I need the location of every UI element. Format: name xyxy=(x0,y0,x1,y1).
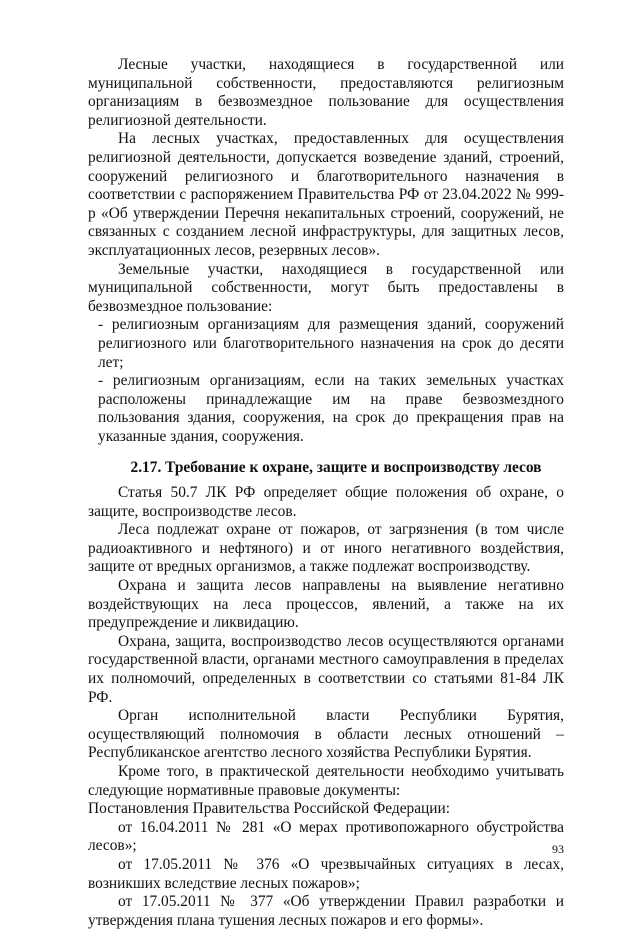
decree-item: от 16.04.2011 № 281 «О мерах противопожарного обустройства лесов»; xyxy=(88,818,564,855)
paragraph-protection-aims: Охрана и защита лесов направлены на выявление негативно воздействующих на леса процессов, явлений, а также на их предупреждение и ликвидацию. xyxy=(88,577,564,632)
decree-item: от 17.05.2011 № 377 «Об утверждении Правил разработки и утверждения плана тушения лесных пожаров и его формы». xyxy=(88,893,564,929)
paragraph-buryatia-agency: Орган исполнительной власти Республики Бурятия, осуществляющий полномочия в области лесных отношений – Республиканское агентство лесного хозяйства Республики Бурятия. xyxy=(88,707,564,762)
decrees-title: Постановления Правительства Российской Федерации: xyxy=(88,800,451,818)
decree-item: от 17.05.2011 № 376 «О чрезвычайных ситуациях в лесах, возникших вследствие лесных пожаров»; xyxy=(88,855,564,892)
list-item-religious-buildings: - религиозным организациям для размещения зданий, сооружений религиозного или благотворительного назначения на срок до десяти лет; xyxy=(98,316,564,371)
page-content xyxy=(88,56,564,930)
paragraph-article-50-7: Статья 50.7 ЛК РФ определяет общие положения об охране, о защите, воспроизводстве лесов. xyxy=(88,484,564,520)
paragraph-normative-docs: Кроме того, в практической деятельности необходимо учитывать следующие нормативные правовые документы: xyxy=(88,762,564,799)
paragraph-buildings-allowed: На лесных участках, предоставленных для осуществления религиозной деятельности, допускается возведение зданий, строений, сооружений религиозного и благотворительного назначения в соответствии с распоряжением Правительства РФ от 23.04.2022 № 999-р «Об утверждении Перечня некапитальных строений, сооружений, не связанных с созданием лесной инфраструктуры, для защитных лесов, эксплуатационных лесов, резервных лесов». xyxy=(88,130,564,259)
page-number: 93 xyxy=(552,842,564,856)
list-item-religious-owned: - религиозным организациям, если на таких земельных участках расположены принадлежащие им на праве безвозмездного пользования здания, сооружения, на срок до прекращения прав на указанные здания, сооружения. xyxy=(98,372,564,445)
paragraph-forest-plots: Лесные участки, находящиеся в государственной или муниципальной собственности, предоставляются религиозным организациям в безвозмездное пользование для осуществления религиозной деятельности. xyxy=(88,56,564,129)
paragraph-land-plots: Земельные участки, находящиеся в государственной или муниципальной собственности, могут быть предоставлены в безвозмездное пользование: xyxy=(88,260,564,315)
paragraph-forest-protection: Леса подлежат охране от пожаров, от загрязнения (в том числе радиоактивного и нефтяного) и от иного негативного воздействия, защите от вредных организмов, а также подлежат воспроизводству. xyxy=(88,521,564,576)
paragraph-authorities: Охрана, защита, воспроизводство лесов осуществляются органами государственной власти, органами местного самоуправления в пределах их полномочий, определенных в соответствии со статьями 81-84 ЛК РФ. xyxy=(88,632,564,706)
section-heading: 2.17. Требование к охране, защите и воспроизводству лесов xyxy=(130,459,542,477)
